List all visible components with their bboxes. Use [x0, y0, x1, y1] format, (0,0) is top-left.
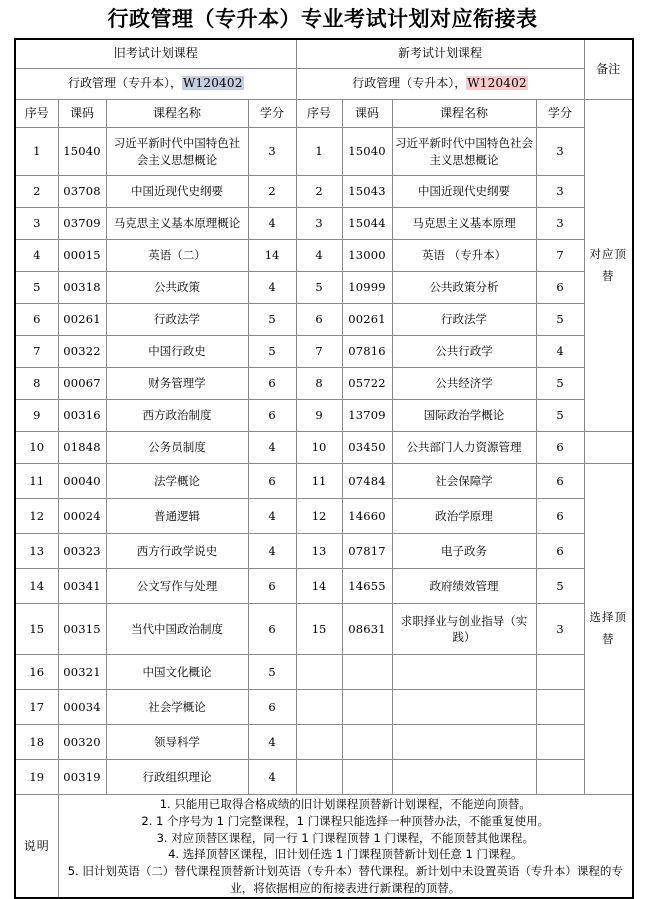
cell-old-course: 公务员制度	[106, 432, 248, 464]
cell-old-course: 公文写作与处理	[106, 569, 248, 604]
cell-old-credit: 6	[248, 464, 296, 499]
table-row	[15, 240, 633, 272]
old-major-cell	[15, 69, 296, 100]
table-row	[15, 208, 633, 240]
new-major-code: W120402	[467, 76, 527, 91]
cell-old-code: 00319	[58, 760, 106, 795]
cell-old-seq: 13	[15, 534, 58, 569]
cell-new-credit	[536, 725, 584, 760]
table-row	[15, 499, 633, 534]
cell-old-code: 00315	[58, 604, 106, 655]
cell-new-seq: 8	[296, 368, 342, 400]
note-item: 3. 对应顶替区课程，同一行 1 门课程顶替 1 门课程，不能顶替其他课程。	[156, 830, 534, 845]
cell-old-seq: 3	[15, 208, 58, 240]
cell-new-seq	[296, 725, 342, 760]
cell-new-code: 14655	[342, 569, 392, 604]
cell-old-credit: 4	[248, 272, 296, 304]
cell-old-seq: 8	[15, 368, 58, 400]
cell-new-code	[342, 655, 392, 690]
cell-old-code: 00320	[58, 725, 106, 760]
cell-old-code: 00040	[58, 464, 106, 499]
cell-old-course: 领导科学	[106, 725, 248, 760]
cell-old-credit: 6	[248, 604, 296, 655]
cell-new-seq: 2	[296, 176, 342, 208]
cell-new-code: 03450	[342, 432, 392, 464]
cell-old-course: 普通逻辑	[106, 499, 248, 534]
cell-new-code: 15043	[342, 176, 392, 208]
remark-corresponding: 对应顶替	[584, 100, 633, 432]
cell-new-credit: 6	[536, 534, 584, 569]
cell-old-seq: 15	[15, 604, 58, 655]
cell-new-code	[342, 690, 392, 725]
colhead-new-code: 课码	[342, 100, 392, 128]
cell-new-seq: 11	[296, 464, 342, 499]
cell-old-seq: 17	[15, 690, 58, 725]
cell-new-code: 07816	[342, 336, 392, 368]
cell-new-course: 习近平新时代中国特色社会主义思想概论	[392, 128, 536, 176]
cell-old-seq: 1	[15, 128, 58, 176]
cell-new-code: 00261	[342, 304, 392, 336]
cell-old-credit: 14	[248, 240, 296, 272]
cell-old-seq: 9	[15, 400, 58, 432]
cell-old-code: 00323	[58, 534, 106, 569]
colhead-old-seq: 序号	[15, 100, 58, 128]
cell-old-seq: 14	[15, 569, 58, 604]
cell-new-course: 公共行政学	[392, 336, 536, 368]
old-plan-group-header: 旧考试计划课程	[15, 39, 296, 69]
cell-new-credit: 5	[536, 368, 584, 400]
cell-new-seq	[296, 690, 342, 725]
cell-new-seq: 15	[296, 604, 342, 655]
cell-new-seq: 10	[296, 432, 342, 464]
cell-new-course: 英语 （专升本）	[392, 240, 536, 272]
cell-new-code: 13000	[342, 240, 392, 272]
cell-old-code: 00322	[58, 336, 106, 368]
colhead-old-credit: 学分	[248, 100, 296, 128]
cell-new-course	[392, 725, 536, 760]
cell-new-code: 07484	[342, 464, 392, 499]
remark-optional: 选择顶替	[584, 464, 633, 795]
colhead-new-credit: 学分	[536, 100, 584, 128]
cell-new-credit: 4	[536, 336, 584, 368]
cell-new-code: 10999	[342, 272, 392, 304]
column-header-row	[15, 100, 633, 128]
table-row	[15, 534, 633, 569]
cell-old-course: 财务管理学	[106, 368, 248, 400]
cell-new-credit: 3	[536, 128, 584, 176]
table-row	[15, 760, 633, 795]
major-row	[15, 69, 633, 100]
cell-old-credit: 4	[248, 499, 296, 534]
cell-new-credit	[536, 760, 584, 795]
notes-content	[58, 795, 633, 899]
cell-old-credit: 4	[248, 534, 296, 569]
table-row	[15, 400, 633, 432]
cell-old-course: 西方政治制度	[106, 400, 248, 432]
cell-new-seq: 3	[296, 208, 342, 240]
cell-new-course: 行政法学	[392, 304, 536, 336]
cell-new-seq: 4	[296, 240, 342, 272]
cell-new-code	[342, 725, 392, 760]
cell-old-credit: 5	[248, 655, 296, 690]
page-title: 行政管理（专升本）专业考试计划对应衔接表	[107, 6, 538, 31]
cell-new-credit: 6	[536, 432, 584, 464]
cell-old-seq: 10	[15, 432, 58, 464]
cell-old-course: 西方行政学说史	[106, 534, 248, 569]
cell-new-course	[392, 655, 536, 690]
cell-new-course: 马克思主义基本原理	[392, 208, 536, 240]
new-major-cell	[296, 69, 584, 100]
course-mapping-table	[14, 38, 634, 899]
cell-old-code: 00015	[58, 240, 106, 272]
cell-old-course: 英语（二）	[106, 240, 248, 272]
cell-old-credit: 6	[248, 400, 296, 432]
cell-old-seq: 18	[15, 725, 58, 760]
cell-new-seq: 6	[296, 304, 342, 336]
cell-new-seq: 9	[296, 400, 342, 432]
cell-new-credit: 6	[536, 272, 584, 304]
cell-old-code: 00034	[58, 690, 106, 725]
cell-old-credit: 4	[248, 760, 296, 795]
cell-new-code: 07817	[342, 534, 392, 569]
note-item: 1. 只能用已取得合格成绩的旧计划课程顶替新计划课程，不能逆向顶替。	[159, 797, 531, 812]
table-row	[15, 655, 633, 690]
notes-label-text: 说明	[23, 838, 50, 853]
cell-old-code: 15040	[58, 128, 106, 176]
new-major-label: 行政管理（专升本），	[352, 76, 467, 91]
cell-old-code: 00341	[58, 569, 106, 604]
cell-new-code: 15044	[342, 208, 392, 240]
cell-new-course: 公共经济学	[392, 368, 536, 400]
table-row	[15, 690, 633, 725]
cell-new-course: 求职择业与创业指导（实践）	[392, 604, 536, 655]
table-row	[15, 304, 633, 336]
remark-column-header: 备注	[584, 39, 633, 100]
cell-old-code: 00321	[58, 655, 106, 690]
note-item: 5. 旧计划英语（二）替代课程顶替新计划英语（专升本）替代课程。新计划中未设置英语（专升本）课程的专业，将依据相应的衔接表进行新课程的顶替。	[67, 863, 623, 895]
cell-new-seq	[296, 655, 342, 690]
cell-old-code: 00067	[58, 368, 106, 400]
cell-old-credit: 5	[248, 336, 296, 368]
cell-old-course: 中国近现代史纲要	[106, 176, 248, 208]
cell-old-course: 法学概论	[106, 464, 248, 499]
cell-old-course: 习近平新时代中国特色社会主义思想概论	[106, 128, 248, 176]
cell-old-credit: 6	[248, 690, 296, 725]
cell-new-credit: 5	[536, 400, 584, 432]
note-item: 4. 选择顶替区课程，旧计划任选 1 门课程顶替新计划任意 1 门课程。	[168, 847, 523, 862]
cell-old-seq: 11	[15, 464, 58, 499]
cell-old-code: 00316	[58, 400, 106, 432]
cell-new-seq: 12	[296, 499, 342, 534]
cell-new-course: 社会保障学	[392, 464, 536, 499]
colhead-new-course: 课程名称	[392, 100, 536, 128]
cell-old-credit: 6	[248, 569, 296, 604]
cell-new-credit: 5	[536, 304, 584, 336]
cell-old-course: 行政组织理论	[106, 760, 248, 795]
cell-old-seq: 4	[15, 240, 58, 272]
colhead-old-code: 课码	[58, 100, 106, 128]
cell-old-credit: 2	[248, 176, 296, 208]
cell-new-seq	[296, 760, 342, 795]
cell-new-seq: 13	[296, 534, 342, 569]
table-row	[15, 464, 633, 499]
notes-label	[15, 795, 58, 899]
cell-old-code: 03708	[58, 176, 106, 208]
cell-new-course: 国际政治学概论	[392, 400, 536, 432]
cell-new-credit: 5	[536, 569, 584, 604]
table-row	[15, 604, 633, 655]
cell-old-credit: 3	[248, 128, 296, 176]
cell-new-course: 电子政务	[392, 534, 536, 569]
cell-old-course: 社会学概论	[106, 690, 248, 725]
cell-old-credit: 4	[248, 208, 296, 240]
cell-old-seq: 5	[15, 272, 58, 304]
cell-old-course: 中国文化概论	[106, 655, 248, 690]
cell-old-seq: 2	[15, 176, 58, 208]
note-item: 2. 1 个序号为 1 门完整课程，1 门课程只能选择一种顶替办法，不能重复使用。	[141, 813, 550, 828]
cell-old-seq: 12	[15, 499, 58, 534]
colhead-new-seq: 序号	[296, 100, 342, 128]
cell-new-seq: 7	[296, 336, 342, 368]
cell-old-code: 00261	[58, 304, 106, 336]
cell-old-credit: 5	[248, 304, 296, 336]
cell-new-code: 15040	[342, 128, 392, 176]
cell-old-seq: 6	[15, 304, 58, 336]
cell-new-credit: 6	[536, 464, 584, 499]
cell-new-course: 公共政策分析	[392, 272, 536, 304]
cell-new-course: 政治学原理	[392, 499, 536, 534]
new-plan-group-header: 新考试计划课程	[296, 39, 584, 69]
cell-new-course	[392, 690, 536, 725]
cell-new-credit: 3	[536, 604, 584, 655]
old-major-label: 行政管理（专升本），	[67, 76, 182, 91]
table-row	[15, 432, 633, 464]
cell-new-code: 14660	[342, 499, 392, 534]
cell-old-course: 当代中国政治制度	[106, 604, 248, 655]
cell-new-credit: 3	[536, 208, 584, 240]
table-row	[15, 176, 633, 208]
cell-new-credit	[536, 655, 584, 690]
cell-old-code: 00318	[58, 272, 106, 304]
cell-new-credit: 7	[536, 240, 584, 272]
table-row	[15, 725, 633, 760]
cell-new-course: 政府绩效管理	[392, 569, 536, 604]
cell-new-credit: 3	[536, 176, 584, 208]
cell-new-seq: 5	[296, 272, 342, 304]
cell-old-credit: 6	[248, 368, 296, 400]
cell-old-seq: 16	[15, 655, 58, 690]
cell-old-course: 中国行政史	[106, 336, 248, 368]
cell-old-code: 01848	[58, 432, 106, 464]
cell-old-seq: 7	[15, 336, 58, 368]
cell-old-credit: 4	[248, 432, 296, 464]
cell-new-course: 公共部门人力资源管理	[392, 432, 536, 464]
notes-row	[15, 795, 633, 899]
cell-old-course: 公共政策	[106, 272, 248, 304]
cell-new-code	[342, 760, 392, 795]
cell-new-code: 05722	[342, 368, 392, 400]
table-row	[15, 336, 633, 368]
cell-new-seq: 14	[296, 569, 342, 604]
cell-new-course: 中国近现代史纲要	[392, 176, 536, 208]
old-major-code: W120402	[182, 76, 243, 91]
group-header-row	[15, 39, 633, 69]
table-row	[15, 272, 633, 304]
cell-old-seq: 19	[15, 760, 58, 795]
cell-old-credit: 4	[248, 725, 296, 760]
table-row	[15, 368, 633, 400]
cell-new-seq: 1	[296, 128, 342, 176]
cell-new-course	[392, 760, 536, 795]
cell-new-code: 08631	[342, 604, 392, 655]
cell-new-code: 13709	[342, 400, 392, 432]
cell-old-course: 行政法学	[106, 304, 248, 336]
cell-new-credit	[536, 690, 584, 725]
colhead-old-course: 课程名称	[106, 100, 248, 128]
cell-old-course: 马克思主义基本原理概论	[106, 208, 248, 240]
cell-new-credit: 6	[536, 499, 584, 534]
table-row	[15, 569, 633, 604]
table-row	[15, 128, 633, 176]
cell-old-code: 00024	[58, 499, 106, 534]
cell-old-code: 03709	[58, 208, 106, 240]
